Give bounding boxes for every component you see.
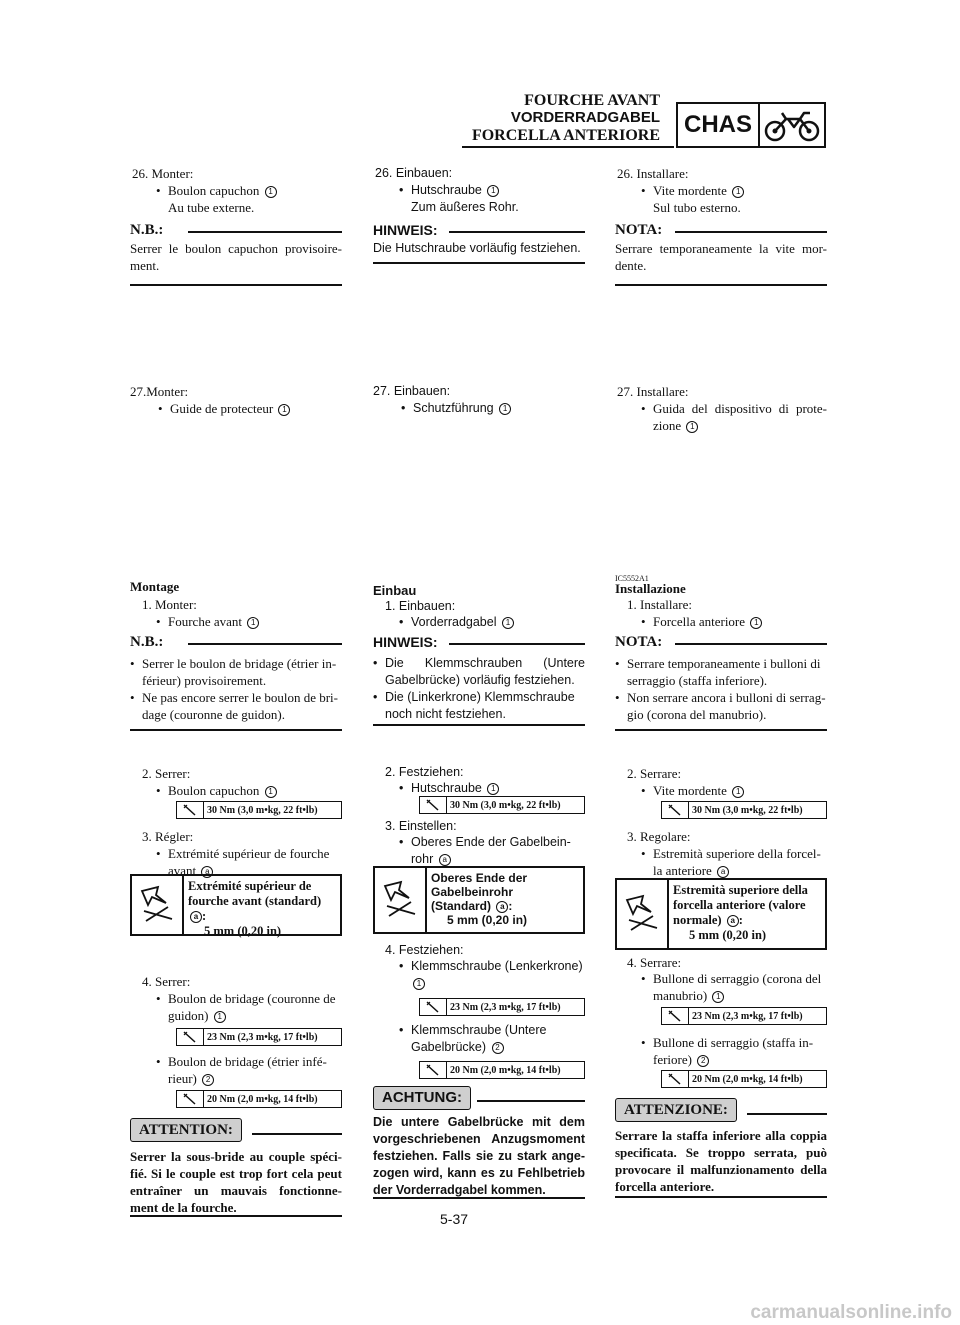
fr-note2-bullet-1: • Serrer le boulon de bridage (étrier in-férieur) provisoirement.: [130, 656, 337, 688]
it-m4-bullet-1: • Bullone di serraggio (corona del manubrio) 1: [641, 971, 822, 1003]
it-note2-rule: [675, 643, 827, 645]
de-m2-torque: 30 Nm (3,0 m•kg, 22 ft•lb): [419, 796, 585, 814]
it-step-27-bullet: • Guida del dispositivo di prote-zione 1: [641, 401, 827, 433]
de-note1-rule: [449, 231, 585, 233]
it-note2-heading: NOTA:: [615, 634, 663, 650]
it-warning-badge: ATTENZIONE:: [615, 1098, 737, 1122]
fr-note1-end-rule: [130, 284, 342, 286]
fr-note2-bullet-2: • Ne pas encore serrer le boulon de bri-dage (couronne de guidon).: [130, 690, 338, 722]
torque-wrench-icon: [177, 1029, 204, 1045]
fr-m4-bullet-2: • Boulon de bridage (étrier infé-rieur) 2: [156, 1054, 327, 1086]
fr-m3-bullet: • Extrémité supérieur de fourche avant a: [156, 846, 330, 878]
it-m4-torque-1: 23 Nm (2,3 m•kg, 17 ft•lb): [661, 1007, 827, 1025]
de-m4-torque-1: 23 Nm (2,3 m•kg, 17 ft•lb): [419, 998, 585, 1016]
section-badge: [676, 102, 826, 148]
it-warning-rule: [747, 1113, 827, 1115]
it-warning-text: Serrare la staffa inferiore alla coppia specificata. Se troppo serrata, può provocare il malfunzionamento della forcella anteriore.: [615, 1128, 827, 1194]
de-note2-heading: HINWEIS:: [373, 634, 438, 650]
torque-wrench-icon: [662, 1008, 689, 1024]
header-title-it: FORCELLA ANTERIORE: [471, 127, 660, 144]
it-step-26: 26. Installare:: [617, 166, 689, 181]
fr-m1: 1. Monter:: [142, 597, 197, 612]
fr-m4-torque-1: 23 Nm (2,3 m•kg, 17 ft•lb): [176, 1028, 342, 1046]
fr-warning-badge: ATTENTION:: [130, 1118, 242, 1142]
it-note1-heading: NOTA:: [615, 222, 663, 238]
fr-step-26-sub: Au tube externe.: [168, 200, 255, 215]
fr-m4-torque-2: 20 Nm (2,0 m•kg, 14 ft•lb): [176, 1090, 342, 1108]
it-m1: 1. Installare:: [627, 597, 692, 612]
it-note1-rule: [675, 231, 827, 233]
de-step-27-bullet: • Schutzführung 1: [401, 400, 585, 417]
de-step-26-bullet: • Hutschraube 1: [399, 182, 585, 199]
it-m2: 2. Serrare:: [627, 766, 682, 781]
fr-warning-text: Serrer la sous-bride au couple spéci-fié. Si le couple est trop fort cela peut entraîner un mauvais fonctionne-ment de la fourche.: [130, 1149, 342, 1215]
de-m1: 1. Einbauen:: [385, 599, 456, 613]
it-note1-text: Serrare temporaneamente la vite mor-dente.: [615, 241, 827, 273]
fr-note1-text: Serrer le boulon capuchon provisoire-ment.: [130, 241, 342, 273]
de-note1-text: Die Hutschraube vorläufig festziehen.: [373, 241, 581, 255]
fr-note1-heading: N.B.:: [130, 222, 164, 238]
de-note2-bullet-1: • Die Klemmschrauben (Untere Gabelbrücke) vorläufig festziehen.: [373, 656, 585, 687]
fr-m4: 4. Serrer:: [142, 974, 191, 989]
header-title-fr: FOURCHE AVANT: [524, 92, 660, 109]
page-number: 5-37: [440, 1211, 469, 1227]
caliper-icon: [132, 876, 184, 934]
de-montage-heading: Einbau: [373, 583, 417, 598]
it-step-26-sub: Sul tubo esterno.: [653, 200, 741, 215]
de-m3-bullet: • Oberes Ende der Gabelbein-rohr a: [399, 835, 571, 866]
it-m4: 4. Serrare:: [627, 955, 682, 970]
torque-wrench-icon: [177, 802, 204, 818]
fr-m1-bullet: • Fourche avant 1: [156, 613, 342, 630]
it-note2-bullet-2: • Non serrare ancora i bulloni di serrag-gio (corona del manubrio).: [615, 690, 826, 722]
de-warning-text: Die untere Gabelbrücke mit dem vorgeschriebenen Anzugsmoment festziehen. Falls sie zu stark ange-zogen wird, kann es zu Fehlbetrieb der Vorderradgabel kommen.: [373, 1115, 585, 1197]
fr-step-26: 26. Monter:: [132, 166, 194, 181]
it-m2-torque: 30 Nm (3,0 m•kg, 22 ft•lb): [661, 801, 827, 819]
de-step-26: 26. Einbauen:: [375, 166, 453, 180]
it-m1-bullet: • Forcella anteriore 1: [641, 613, 827, 630]
caliper-icon: [617, 880, 669, 948]
de-m2: 2. Festziehen:: [385, 765, 464, 779]
fr-note2-heading: N.B.:: [130, 634, 164, 650]
it-section-code: IC5552A1: [615, 574, 649, 583]
de-warning-rule: [477, 1100, 585, 1102]
it-warning-end-rule: [615, 1196, 827, 1198]
fr-note2-end-rule: [130, 729, 342, 731]
fr-note1-rule: [188, 231, 342, 233]
fr-m2: 2. Serrer:: [142, 766, 191, 781]
header-rule: [462, 146, 674, 148]
fr-m3-spec: Extrémité supérieur de fourche avant (standard) a : 5 mm (0,20 in): [130, 874, 342, 936]
fr-m3: 3. Régler:: [142, 829, 194, 844]
de-note2-bullet-2: • Die (Linkerkrone) Klemmschraube noch nicht festziehen.: [373, 690, 575, 721]
fr-warning-rule: [252, 1133, 342, 1135]
it-note1-end-rule: [615, 284, 827, 286]
it-montage-heading: Installazione: [615, 581, 686, 596]
it-step-27: 27. Installare:: [617, 384, 689, 399]
de-step-27: 27. Einbauen:: [373, 384, 451, 398]
de-m4: 4. Festziehen:: [385, 943, 464, 957]
fr-m4-bullet-1: • Boulon de bridage (couronne de guidon) 1: [156, 991, 336, 1023]
de-m4-torque-2: 20 Nm (2,0 m•kg, 14 ft•lb): [419, 1061, 585, 1079]
it-note2-end-rule: [615, 729, 827, 731]
fr-step-27: 27.Monter:: [130, 384, 189, 399]
de-m2-bullet: • Hutschraube 1: [399, 780, 585, 797]
de-note1-heading: HINWEIS:: [373, 222, 438, 238]
torque-wrench-icon: [662, 1071, 689, 1087]
caliper-icon: [375, 868, 427, 932]
de-note2-end-rule: [373, 724, 585, 726]
torque-wrench-icon: [420, 1062, 447, 1078]
it-m4-torque-2: 20 Nm (2,0 m•kg, 14 ft•lb): [661, 1070, 827, 1088]
torque-wrench-icon: [662, 802, 689, 818]
de-warning-badge: ACHTUNG:: [373, 1086, 471, 1110]
de-note1-end-rule: [373, 262, 585, 264]
de-m3: 3. Einstellen:: [385, 819, 457, 833]
it-note2-bullet-1: • Serrare temporaneamente i bulloni di serraggio (staffa inferiore).: [615, 656, 821, 688]
it-m3-spec: Estremità superiore della forcella anteriore (valore normale) a : 5 mm (0,20 in): [615, 878, 827, 950]
de-m1-bullet: • Vorderradgabel 1: [399, 614, 585, 631]
section-label: CHAS: [678, 104, 760, 146]
header-title-de: VORDERRADGABEL: [510, 109, 660, 126]
de-m4-bullet-1: • Klemmschraube (Lenkerkrone) 1: [399, 959, 583, 988]
it-m2-bullet: • Vite mordente 1: [641, 782, 827, 799]
de-note2-rule: [449, 643, 585, 645]
de-m4-bullet-2: • Klemmschraube (Untere Gabelbrücke) 2: [399, 1023, 547, 1054]
torque-wrench-icon: [420, 999, 447, 1015]
it-m3-bullet: • Estremità superiore della forcel-la anteriore a: [641, 846, 821, 878]
fr-m2-bullet: • Boulon capuchon 1: [156, 782, 342, 799]
fr-warning-end-rule: [130, 1215, 342, 1217]
de-m3-spec: Oberes Ende der Gabelbeinrohr (Standard) a : 5 mm (0,20 in): [373, 866, 585, 934]
it-step-26-bullet: • Vite mordente 1: [641, 182, 827, 199]
fr-montage-heading: Montage: [130, 579, 180, 594]
torque-wrench-icon: [177, 1091, 204, 1107]
fr-step-27-bullet: • Guide de protecteur 1: [158, 400, 342, 417]
fr-step-26-bullet: • Boulon capuchon 1: [156, 182, 346, 199]
torque-wrench-icon: [420, 797, 447, 813]
it-m3: 3. Regolare:: [627, 829, 691, 844]
watermark: carmanualsonline.info: [750, 1302, 952, 1323]
motorcycle-icon: [760, 104, 824, 146]
de-step-26-sub: Zum äußeres Rohr.: [411, 200, 519, 214]
fr-m2-torque: 30 Nm (3,0 m•kg, 22 ft•lb): [176, 801, 342, 819]
it-m4-bullet-2: • Bullone di serraggio (staffa in-feriore) 2: [641, 1035, 814, 1067]
de-warning-end-rule: [373, 1197, 585, 1199]
fr-note2-rule: [188, 643, 342, 645]
